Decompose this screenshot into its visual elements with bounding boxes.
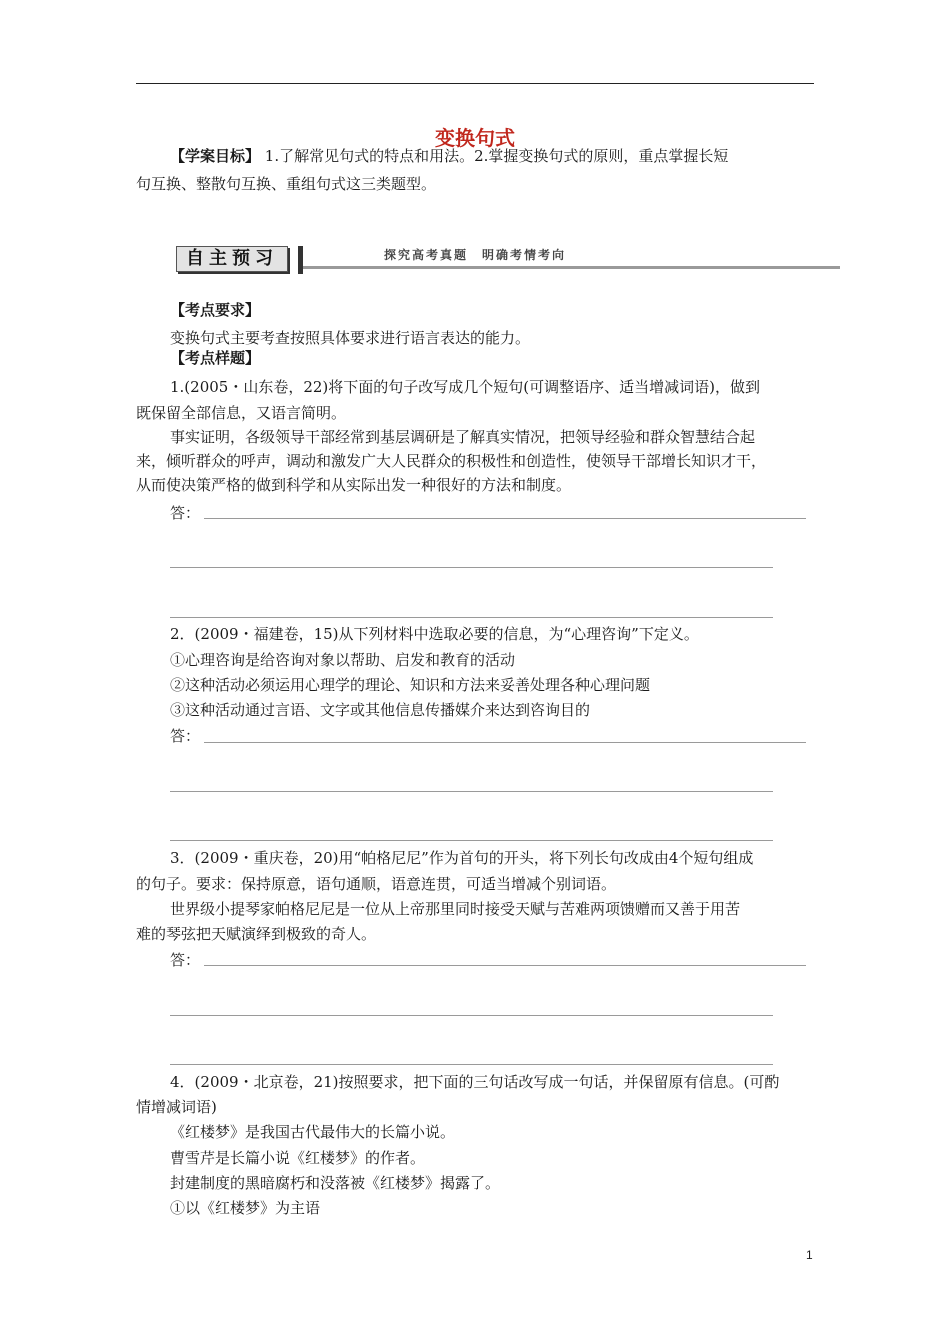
q2-option-3: ③这种活动通过言语、文字或其他信息传播媒介来达到咨询目的 (170, 701, 591, 719)
q2-answer-label: 答： (170, 727, 201, 745)
q3-line-3: 世界级小提琴家帕格尼尼是一位从上帝那里同时接受天赋与苦难两项馈赠而又善于用苦 (170, 900, 741, 918)
q2-answer-line-1[interactable] (204, 742, 806, 743)
q3-answer-label: 答： (170, 951, 201, 969)
objectives-tag: 【学案目标】 (170, 147, 261, 165)
q1-answer-line-2[interactable] (170, 567, 773, 568)
objectives-line-1: 【学案目标】 1.了解常见句式的特点和用法。2.掌握变换句式的原则，重点掌握长短 (170, 147, 729, 165)
page-title: 变换句式 (435, 126, 515, 150)
banner-subtitle: 探究高考真题 明确考情考向 (384, 248, 567, 262)
requirements-heading: 【考点要求】 (170, 301, 261, 319)
q3-answer-line-2[interactable] (170, 1015, 773, 1016)
q2-option-2: ②这种活动必须运用心理学的理论、知识和方法来妥善处理各种心理问题 (170, 676, 651, 694)
q4-line-5: 封建制度的黑暗腐朽和没落被《红楼梦》揭露了。 (170, 1174, 501, 1192)
samples-heading: 【考点样题】 (170, 349, 261, 367)
q4-line-3: 《红楼梦》是我国古代最伟大的长篇小说。 (170, 1123, 456, 1141)
q4-line-1: 4．(2009・北京卷，21)按照要求，把下面的三句话改写成一句话，并保留原有信息。(可酌 (170, 1073, 780, 1091)
q4-line-4: 曹雪芹是长篇小说《红楼梦》的作者。 (170, 1149, 426, 1167)
requirements-text: 变换句式主要考查按照具体要求进行语言表达的能力。 (170, 329, 531, 347)
objectives-line-2: 句互换、整散句互换、重组句式这三类题型。 (136, 175, 437, 193)
q2-answer-line-2[interactable] (170, 791, 773, 792)
q2-option-1: ①心理咨询是给咨询对象以帮助、启发和教育的活动 (170, 651, 516, 669)
q2-line-1: 2．(2009・福建卷，15)从下列材料中选取必要的信息，为“心理咨询”下定义。 (170, 625, 699, 643)
q3-line-1: 3．(2009・重庆卷，20)用“帕格尼尼”作为首句的开头，将下列长句改成由4个短句组成 (170, 849, 754, 867)
q1-line-3: 事实证明，各级领导干部经常到基层调研是了解真实情况，把领导经验和群众智慧结合起 (170, 428, 756, 446)
q1-answer-line-3[interactable] (170, 617, 773, 618)
q3-line-4: 难的琴弦把天赋演绎到极致的奇人。 (136, 925, 377, 943)
q1-answer-line-1[interactable] (204, 518, 806, 519)
page-number: 1 (806, 1248, 813, 1262)
section-banner (170, 244, 840, 274)
q4-line-2: 情增减词语) (136, 1098, 217, 1116)
q1-line-5: 从而使决策严格的做到科学和从实际出发一种很好的方法和制度。 (136, 476, 572, 494)
q1-line-2: 既保留全部信息，又语言简明。 (136, 404, 347, 422)
banner-label: 自主预习 (176, 246, 288, 272)
q4-line-6: ①以《红楼梦》为主语 (170, 1199, 321, 1217)
q1-line-4: 来，倾听群众的呼声，调动和激发广大人民群众的积极性和创造性，使领导干部增长知识才干， (136, 452, 767, 470)
q3-answer-line-1[interactable] (204, 965, 806, 966)
header-rule (136, 83, 814, 84)
q3-line-2: 的句子。要求：保持原意，语句通顺，语意连贯，可适当增减个别词语。 (136, 875, 617, 893)
banner-rule (303, 266, 840, 269)
q3-answer-line-3[interactable] (170, 1064, 773, 1065)
banner-divider (298, 246, 303, 274)
q1-line-1: 1.(2005・山东卷，22)将下面的句子改写成几个短句(可调整语序、适当增减词语)，做到 (170, 378, 760, 396)
q1-answer-label: 答： (170, 504, 201, 522)
q2-answer-line-3[interactable] (170, 840, 773, 841)
